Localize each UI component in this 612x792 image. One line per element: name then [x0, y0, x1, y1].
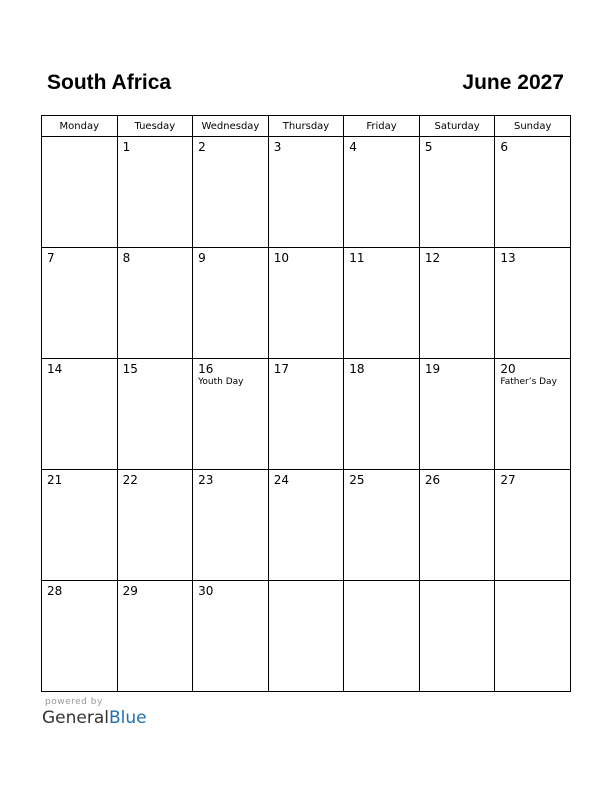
day-number: 28 [47, 584, 63, 598]
calendar-day-cell [193, 470, 269, 581]
day-number: 19 [424, 362, 441, 376]
day-number: 21 [47, 473, 63, 487]
weekday-tuesday: Tuesday [117, 116, 193, 137]
calendar-week-row [42, 137, 571, 248]
day-number: 18 [349, 362, 365, 376]
day-number: 27 [500, 473, 516, 487]
calendar-day-cell [495, 581, 571, 692]
weekday-header-row [42, 116, 571, 137]
country-title: South Africa [47, 71, 172, 94]
weekday-thursday: Thursday [268, 116, 344, 137]
calendar-day-cell [268, 470, 344, 581]
day-number: 29 [122, 584, 138, 598]
generalblue-logo [42, 708, 147, 728]
calendar-day-cell [419, 248, 495, 359]
day-number: 6 [500, 140, 509, 154]
month-title: June 2027 [462, 71, 564, 94]
calendar-day-cell [117, 359, 193, 470]
day-number: 25 [349, 473, 365, 487]
calendar-day-cell [268, 248, 344, 359]
day-number: 11 [349, 251, 365, 265]
calendar-day-cell [419, 470, 495, 581]
day-number: 17 [273, 362, 289, 376]
day-number: 14 [47, 362, 63, 376]
brand-general: General [42, 708, 109, 728]
day-number: 30 [198, 584, 214, 598]
day-number: 2 [198, 140, 206, 154]
calendar-day-cell [42, 248, 118, 359]
calendar-day-cell [344, 137, 420, 248]
day-number: 8 [122, 251, 131, 265]
day-number: 23 [198, 473, 214, 487]
calendar-day-cell [42, 581, 118, 692]
calendar-day-cell [344, 581, 420, 692]
calendar-day-cell [419, 581, 495, 692]
calendar-day-cell [268, 581, 344, 692]
calendar-day-cell [42, 137, 118, 248]
calendar-day-cell [495, 248, 571, 359]
day-number: 12 [424, 251, 441, 265]
calendar-day-cell [344, 470, 420, 581]
calendar-day-cell [117, 581, 193, 692]
brand-blue: Blue [109, 708, 147, 728]
calendar-day-cell [117, 248, 193, 359]
day-number: 3 [273, 140, 282, 154]
weekday-saturday: Saturday [419, 116, 495, 137]
day-number: 22 [122, 473, 138, 487]
calendar-day-cell [193, 137, 269, 248]
day-number: 7 [47, 251, 55, 265]
calendar-day-cell [495, 137, 571, 248]
calendar-day-cell [495, 359, 571, 470]
weekday-sunday: Sunday [495, 116, 571, 137]
calendar-week-row [42, 248, 571, 359]
calendar-body [42, 137, 571, 692]
calendar-day-cell [42, 359, 118, 470]
day-number: 20 [500, 362, 516, 376]
day-number: 4 [349, 140, 357, 154]
calendar-week-row [42, 359, 571, 470]
calendar-day-cell [419, 359, 495, 470]
calendar-day-cell [193, 248, 269, 359]
calendar-day-cell [495, 470, 571, 581]
day-number: 10 [273, 251, 289, 265]
powered-by-label: powered by [45, 697, 103, 707]
day-number: 26 [424, 473, 441, 487]
day-number: 16 [198, 362, 214, 376]
holiday-label: Youth Day [198, 377, 244, 387]
calendar-day-cell [193, 359, 269, 470]
weekday-monday: Monday [42, 116, 118, 137]
calendar-week-row [42, 470, 571, 581]
calendar-day-cell [193, 581, 269, 692]
calendar-day-cell [42, 470, 118, 581]
day-number: 13 [500, 251, 516, 265]
calendar-day-cell [117, 137, 193, 248]
calendar-day-cell [344, 248, 420, 359]
calendar-day-cell [344, 359, 420, 470]
day-number: 5 [424, 140, 433, 154]
calendar-week-row [42, 581, 571, 692]
calendar-grid [41, 115, 571, 692]
day-number: 24 [273, 473, 289, 487]
calendar-day-cell [268, 137, 344, 248]
day-number: 1 [122, 140, 131, 154]
calendar-day-cell [419, 137, 495, 248]
day-number: 9 [198, 251, 206, 265]
calendar-day-cell [268, 359, 344, 470]
calendar-day-cell [117, 470, 193, 581]
day-number: 15 [122, 362, 138, 376]
weekday-wednesday: Wednesday [193, 116, 269, 137]
holiday-label: Father’s Day [500, 377, 557, 387]
weekday-friday: Friday [344, 116, 420, 137]
